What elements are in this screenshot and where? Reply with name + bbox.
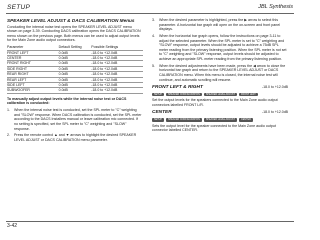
- cell-possible: -18.0 to +12.0dB: [91, 88, 143, 93]
- center-description: Sets the output level for the speaker connected to the Main Zone audio output connector labelled CENTER.: [152, 123, 276, 133]
- left-column: [7, 18, 143, 145]
- front-lr-range: -18.0 to +12.0dB: [262, 85, 288, 90]
- list-item: [152, 34, 288, 62]
- table-header-possible: Possible Settings: [91, 45, 119, 50]
- center-range: -18.0 to +12.0dB: [262, 110, 288, 115]
- list-item: [7, 133, 143, 142]
- list-item: [7, 108, 143, 131]
- step-text: When the horizontal bar graph opens, follow the instructions on page 3-11 to adjust the selected parameter. When the SPL meter is set to "C" weighting and "SLOW" response, output levels should be adjusted to achieve a 75dB SPL meter reading from the primary listening position. When the SPL meter is not set to "C" weighting and "SLOW" response, output levels should be adjusted to achieve an appropriate SPL meter reading from the primary listening position.: [159, 33, 287, 61]
- section-title: SPEAKER LEVEL ADJUST & DACS CALIBRATION Menus: [7, 18, 135, 23]
- cell-parameter: SIDE LEFT: [7, 83, 59, 88]
- cell-default: 0.0dB: [59, 72, 92, 77]
- cell-default: 0.0dB: [59, 55, 92, 60]
- menu-path-front-left: FRONT LEFT: [240, 92, 256, 96]
- menu-path-level-adjust: SPEAKER LEVEL ADJUST: [205, 92, 235, 96]
- cell-parameter: CENTER: [7, 55, 59, 60]
- header-section-label: SETUP: [7, 4, 31, 11]
- cell-parameter: REAR LEFT: [7, 77, 59, 82]
- cell-possible: -18.0 to +12.0dB: [91, 50, 143, 55]
- cell-possible: -18.0 to +12.0dB: [91, 77, 143, 82]
- cell-possible: -18.0 to +12.0dB: [91, 55, 143, 60]
- front-lr-title: FRONT LEFT & RIGHT: [152, 85, 203, 91]
- center-menu-path: [152, 118, 288, 122]
- header-divider: [6, 13, 294, 14]
- cell-parameter: SIDE RIGHT: [7, 66, 59, 71]
- footer-divider: [6, 221, 294, 222]
- cell-parameter: FRONT RIGHT: [7, 61, 59, 66]
- menu-path-center: CENTER: [240, 118, 251, 122]
- front-lr-description: Set the output levels for the speakers connected to the Main Zone audio output connectors labelled FRONT L/R.: [152, 98, 278, 107]
- table-header-parameter: Parameter: [7, 45, 24, 50]
- step-number: 3.: [152, 18, 155, 22]
- list-item: [152, 64, 288, 82]
- step-number: 5.: [152, 63, 155, 68]
- table-row: [7, 88, 143, 93]
- front-lr-heading: [152, 85, 288, 91]
- menu-path-level-adjust: SPEAKER LEVEL ADJUST: [205, 118, 235, 122]
- menu-path-speaker-config: SPEAKER CONFIGURATION: [167, 118, 200, 122]
- cell-default: 0.0dB: [59, 77, 92, 82]
- center-title: CENTER: [152, 110, 172, 116]
- cell-default: 0.0dB: [59, 61, 92, 66]
- page-number: 3-42: [7, 223, 18, 229]
- right-column: [152, 18, 288, 135]
- cell-default: 0.0dB: [59, 83, 92, 88]
- cell-parameter: SUBWOOFER: [7, 88, 59, 93]
- menu-path-setup: SETUP: [154, 118, 162, 122]
- cell-default: 0.0dB: [59, 66, 92, 71]
- cell-parameter: FRONT LEFT: [7, 50, 59, 55]
- intro-paragraph: Conducting the internal noise test opens the SPEAKER LEVEL ADJUST menu shown on page 3-39. Conducting DACS calibration opens the DACS CALIBRATION menu shown on the previous page. Both menus can be used to adjust output levels for the Main Zone audio output connectors.: [7, 24, 141, 43]
- cell-possible: -18.0 to +12.0dB: [91, 83, 143, 88]
- cell-possible: -18.0 to +12.0dB: [91, 61, 143, 66]
- cell-parameter: REAR RIGHT: [7, 72, 59, 77]
- cell-possible: -18.0 to +12.0dB: [91, 72, 143, 77]
- list-item: [152, 18, 288, 32]
- menu-path-speaker-config: SPEAKER CONFIGURATION: [167, 92, 200, 96]
- header-brand: JBL Synthesis: [258, 4, 293, 10]
- step-text: When the desired parameter is highlighted, press the ▶ arrow to select this parameter. A horizontal bar graph will open on the on-screen and front panel displays.: [159, 18, 281, 32]
- step-number: 4.: [152, 33, 155, 38]
- step-text: Press the remote control ▲ and ▼ arrows to highlight the desired SPEAKER LEVEL ADJUST or DACS CALIBRATION menu parameter.: [14, 133, 137, 142]
- defaults-table: [7, 45, 143, 94]
- table-header-default: Default Setting: [58, 45, 82, 50]
- step-text: When the internal noise test is conducted, set the SPL meter to "C" weighting and "SLOW" response. When DACS calibration is conducted, set the SPL meter according to the DACS Installers manual or leave calibration mic connected. If no setting is specified, set the SPL meter to "C" weighting and "SLOW" response.: [14, 108, 142, 131]
- step-text: When the desired adjustments have been made, press the ◀ arrow to close the horizontal bar graph and return to the SPEAKER LEVEL ADJUST or DACS CALIBRATION menu. When this menu is closed, the internal noise test will continue, and automatic scrolling will resume.: [159, 63, 286, 82]
- center-heading: [152, 110, 288, 116]
- step-number: 2.: [7, 133, 10, 138]
- procedure-subhead: To manually adjust output levels while the internal noise test or DACS calibration is conducted:: [7, 96, 127, 106]
- cell-default: 0.0dB: [59, 50, 92, 55]
- cell-possible: -18.0 to +12.0dB: [91, 66, 143, 71]
- cell-default: 0.0dB: [59, 88, 92, 93]
- step-number: 1.: [7, 108, 10, 113]
- front-lr-menu-path: [152, 93, 288, 97]
- menu-path-setup: SETUP: [154, 92, 162, 96]
